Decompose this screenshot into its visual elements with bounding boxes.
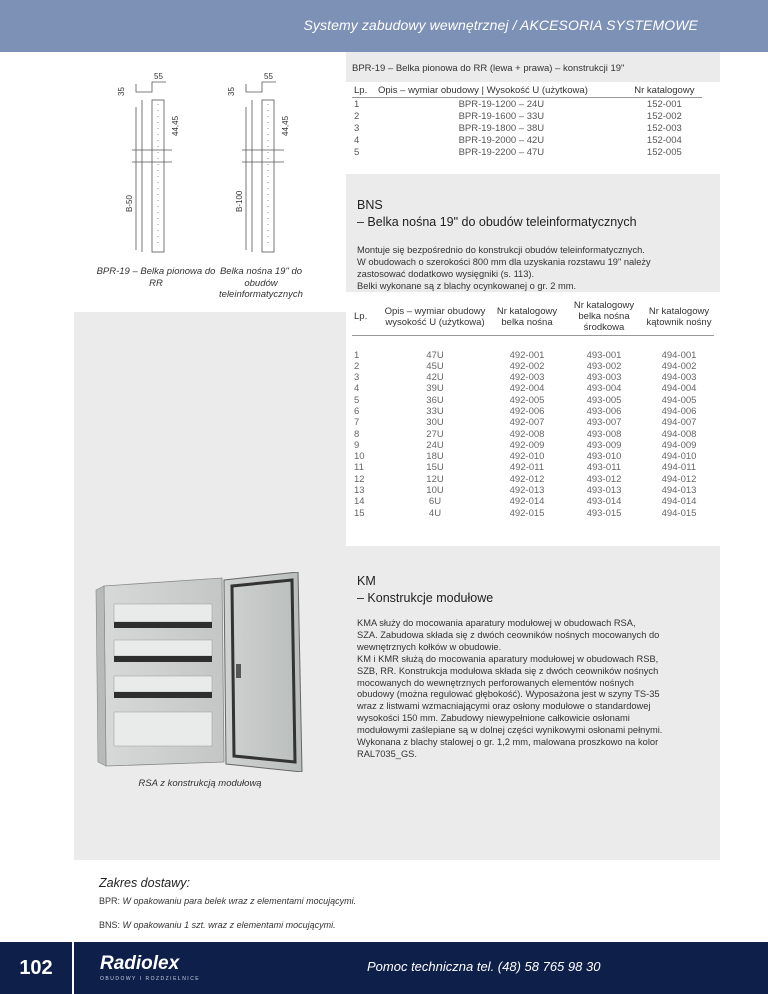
description-line: Belki wykonane są z blachy ocynkowanej o gr. 2 mm. bbox=[357, 280, 577, 291]
bns-table-row bbox=[352, 406, 714, 417]
logo-tagline: OBUDOWY I ROZDZIELNICE bbox=[100, 976, 201, 982]
technical-support-phone: Pomoc techniczna tel. (48) 58 765 98 30 bbox=[367, 959, 601, 974]
bpr-cell: 152-001 bbox=[646, 98, 682, 110]
bns-cell: 494-007 bbox=[661, 417, 697, 429]
bns-cell: 493-012 bbox=[586, 473, 622, 485]
bns-table-row bbox=[352, 429, 714, 440]
bns-cell: 494-006 bbox=[661, 405, 697, 417]
bns-cell: 493-006 bbox=[586, 405, 622, 417]
bpr-drawing-caption: BPR-19 – Belka pionowa do RR bbox=[96, 266, 216, 289]
bpr-cell: 152-003 bbox=[646, 122, 682, 134]
bns-drawing-caption: Belka nośna 19" do obudów teleinformatycznych bbox=[219, 266, 303, 300]
bpr-cell: BPR-19-2200 – 47U bbox=[458, 146, 545, 158]
rsa-image-caption: RSA z konstrukcją modułową bbox=[138, 778, 262, 789]
description-line: RAL7035_GS. bbox=[357, 748, 417, 759]
bns-title bbox=[357, 197, 637, 231]
bns-cell: 492-008 bbox=[509, 428, 545, 440]
delivery-bns-text: W opakowaniu 1 szt. wraz z elementami mocującymi. bbox=[122, 920, 336, 930]
bns-cell: 493-009 bbox=[586, 439, 622, 451]
bns-cell: 12 bbox=[354, 473, 365, 485]
bns-cell: 5 bbox=[354, 394, 360, 406]
delivery-title: Zakres dostawy: bbox=[99, 876, 191, 890]
bpr-col-cat: Nr katalogowy bbox=[627, 84, 702, 98]
description-line: wraz z listwami wzmacniającymi oraz osłony modułowe o standardowej bbox=[357, 701, 651, 712]
header-band bbox=[0, 0, 768, 52]
bns-cell: 47U bbox=[426, 349, 444, 361]
bns-cell: 2 bbox=[354, 360, 360, 372]
km-title-line2: – Konstrukcje modułowe bbox=[357, 591, 494, 605]
bns-col-beam: Nr katalogowy belka nośna bbox=[496, 305, 558, 328]
bns-cell: 492-015 bbox=[509, 507, 545, 519]
description-line: wysokości 150 mm. Zabudowy niewypełnione całkowicie osłonami bbox=[357, 713, 630, 724]
bns-cell: 492-005 bbox=[509, 394, 545, 406]
right-margin bbox=[720, 52, 768, 942]
radiolex-logo: Radiolex bbox=[100, 953, 180, 974]
bns-cell: 494-014 bbox=[661, 496, 697, 508]
spacer bbox=[346, 174, 720, 190]
bns-table-row bbox=[352, 508, 714, 519]
bns-cell: 494-012 bbox=[661, 473, 697, 485]
bns-cell: 494-013 bbox=[661, 485, 697, 497]
bns-cell: 12U bbox=[426, 473, 444, 485]
rsa-cabinet-image bbox=[92, 572, 332, 772]
left-dim-side: 35 bbox=[117, 87, 126, 96]
bns-cell: 493-004 bbox=[586, 383, 622, 395]
description-line: wewnętrznych kołków w obudowie. bbox=[357, 641, 502, 652]
bns-cell: 494-003 bbox=[661, 372, 697, 384]
bpr-col-desc: Opis – wymiar obudowy | Wysokość U (użytkowa) bbox=[376, 84, 627, 98]
bns-cell: 492-001 bbox=[509, 349, 545, 361]
bns-cell: 27U bbox=[426, 428, 444, 440]
bpr-cell: 152-004 bbox=[646, 134, 682, 146]
description-line: Montuje się bezpośrednio do konstrukcji obudów teleinformatycznych. bbox=[357, 245, 645, 255]
bpr-table-row bbox=[352, 146, 702, 158]
bns-cell: 492-011 bbox=[509, 462, 545, 474]
km-description bbox=[357, 618, 707, 761]
bpr-table-row bbox=[352, 134, 702, 146]
bns-cell: 493-014 bbox=[586, 496, 622, 508]
bns-cell: 492-003 bbox=[509, 372, 545, 384]
description-line: KMA służy do mocowania aparatury modułowej w obudowach RSA, bbox=[357, 618, 636, 628]
bns-cell: 4U bbox=[428, 507, 442, 519]
bns-cell: 18U bbox=[426, 451, 444, 463]
bpr-cell: BPR-19-2000 – 42U bbox=[458, 134, 545, 146]
bns-cell: 493-013 bbox=[586, 485, 622, 497]
bpr-cell: 152-005 bbox=[646, 146, 682, 158]
bns-cell: 492-012 bbox=[509, 473, 545, 485]
bns-table-row bbox=[352, 440, 714, 451]
bns-cell: 14 bbox=[354, 496, 365, 508]
bns-cell: 30U bbox=[426, 417, 444, 429]
bns-cell: 493-011 bbox=[586, 462, 622, 474]
bpr-table bbox=[352, 84, 702, 158]
left-margin bbox=[0, 52, 74, 942]
left-dim-pitch: 44,45 bbox=[171, 115, 180, 136]
bns-cell: 493-003 bbox=[586, 372, 622, 384]
description-line: mocowanych do wewnętrznych perforowanych elementów nośnych bbox=[357, 677, 634, 688]
description-line: W obudowach o szerokości 800 mm dla uzyskania rozstawu 19" należy bbox=[357, 256, 651, 267]
bns-cell: 11 bbox=[354, 462, 364, 474]
bns-cell: 493-010 bbox=[586, 451, 622, 463]
bns-cell: 494-004 bbox=[661, 383, 697, 395]
left-dim-length: B-50 bbox=[125, 195, 134, 212]
bns-cell: 494-005 bbox=[661, 394, 697, 406]
bns-cell: 494-011 bbox=[661, 462, 697, 474]
left-dim-top: 55 bbox=[154, 72, 163, 81]
right-dim-pitch: 44,45 bbox=[281, 115, 290, 136]
bns-table-row bbox=[352, 361, 714, 372]
delivery-bpr-label: BPR: bbox=[99, 896, 121, 906]
bns-cell: 36U bbox=[426, 394, 444, 406]
bns-col-lp: Lp. bbox=[354, 311, 368, 322]
bns-cell: 39U bbox=[426, 383, 444, 395]
bns-cell: 492-007 bbox=[509, 417, 545, 429]
right-dim-top: 55 bbox=[264, 72, 273, 81]
km-title-line1: KM bbox=[357, 574, 376, 588]
description-line: zastosować dodatkowo wysięgniki (s. 113). bbox=[357, 268, 535, 279]
page-header-title: Systemy zabudowy wewnętrznej / AKCESORIA SYSTEMOWE bbox=[303, 17, 698, 33]
bpr-table-row bbox=[352, 122, 702, 134]
bns-cell: 494-010 bbox=[661, 451, 697, 463]
bpr-col-lp: Lp. bbox=[352, 84, 376, 98]
bns-table-row bbox=[352, 372, 714, 383]
page-number: 102 bbox=[0, 942, 74, 994]
bns-table-row bbox=[352, 462, 714, 473]
bns-cell: 493-001 bbox=[586, 349, 622, 361]
bns-cell: 493-015 bbox=[586, 507, 622, 519]
bns-cell: 42U bbox=[426, 372, 444, 384]
bns-table-row bbox=[352, 395, 714, 406]
bns-col-desc: Opis – wymiar obudowy wysokość U (użytkowa) bbox=[384, 305, 486, 328]
bns-cell: 493-005 bbox=[586, 394, 622, 406]
bns-cell: 494-008 bbox=[661, 428, 697, 440]
description-line: Wykonana z blachy stalowej o gr. 1,2 mm, malowana proszkowo na kolor bbox=[357, 737, 659, 748]
bns-cell: 494-015 bbox=[661, 507, 697, 519]
bns-cell: 24U bbox=[426, 439, 444, 451]
bpr-cell: BPR-19-1800 – 38U bbox=[458, 122, 545, 134]
bns-cell: 492-004 bbox=[509, 383, 545, 395]
description-line: SZB, RR. Konstrukcja modułowa składa się z dwóch ceowników nośnych bbox=[357, 665, 659, 676]
bns-cell: 492-010 bbox=[509, 451, 545, 463]
bns-cell: 492-009 bbox=[509, 439, 545, 451]
bns-cell: 15 bbox=[354, 507, 365, 519]
bns-cell: 4 bbox=[354, 383, 360, 395]
bpr-cell: BPR-19-1200 – 24U bbox=[458, 98, 545, 110]
delivery-bns-label: BNS: bbox=[99, 920, 121, 930]
right-dim-side: 35 bbox=[227, 87, 236, 96]
bns-table-row bbox=[352, 383, 714, 394]
bns-cell: 493-008 bbox=[586, 428, 622, 440]
bns-cell: 493-007 bbox=[586, 417, 622, 429]
bns-cell: 492-013 bbox=[509, 485, 545, 497]
bns-table-row bbox=[352, 417, 714, 428]
bns-table bbox=[352, 298, 714, 519]
bns-description bbox=[357, 245, 697, 293]
km-title bbox=[357, 573, 493, 607]
bns-table-row bbox=[352, 474, 714, 485]
bns-cell: 6U bbox=[428, 496, 442, 508]
bns-cell: 494-002 bbox=[661, 360, 697, 372]
bpr-cell: 2 bbox=[354, 110, 360, 122]
description-line: KM i KMR służą do mocowania aparatury modułowej w obudowach RSB, bbox=[357, 653, 659, 664]
delivery-bns bbox=[99, 920, 336, 930]
delivery-bpr-text: W opakowaniu para belek wraz z elementami mocującymi. bbox=[122, 896, 357, 906]
bns-col-middle: Nr katalogowy belka nośna środkowa bbox=[573, 300, 635, 333]
bpr-cell: 5 bbox=[354, 146, 360, 158]
bpr-table-row bbox=[352, 110, 702, 122]
bns-cell: 13 bbox=[354, 485, 365, 497]
bpr-cell: BPR-19-1600 – 33U bbox=[458, 110, 545, 122]
bns-cell: 492-002 bbox=[509, 360, 545, 372]
bns-cell: 8 bbox=[354, 428, 360, 440]
bns-table-row bbox=[352, 496, 714, 507]
bns-cell: 33U bbox=[426, 405, 444, 417]
bns-cell: 45U bbox=[426, 360, 444, 372]
bpr-cell: 152-002 bbox=[646, 110, 682, 122]
bpr-heading: BPR-19 – Belka pionowa do RR (lewa + prawa) – konstrukcji 19" bbox=[352, 63, 625, 74]
bns-title-line2: – Belka nośna 19" do obudów teleinformatycznych bbox=[357, 215, 637, 229]
bns-table-row bbox=[352, 485, 714, 496]
bns-cell: 492-006 bbox=[509, 405, 545, 417]
bns-cell: 492-014 bbox=[509, 496, 545, 508]
bpr-table-row bbox=[352, 98, 702, 111]
bns-cell: 494-009 bbox=[661, 439, 697, 451]
description-line: modułowymi zaślepiane są w dolnej części wynikowymi osłonami pełnymi. bbox=[357, 725, 663, 736]
bns-cell: 3 bbox=[354, 372, 360, 384]
delivery-bpr bbox=[99, 896, 356, 906]
bns-cell: 1 bbox=[354, 349, 360, 361]
bns-title-line1: BNS bbox=[357, 198, 383, 212]
bpr-cell: 3 bbox=[354, 122, 360, 134]
right-dim-length: B-100 bbox=[235, 190, 244, 212]
description-line: obudowy (można regulować głębokość). Wyposażona jest w szyny TS-35 bbox=[357, 689, 660, 700]
bns-cell: 10 bbox=[354, 451, 365, 463]
bns-cell: 9 bbox=[354, 439, 360, 451]
bns-cell: 493-002 bbox=[586, 360, 622, 372]
bpr-cell: 1 bbox=[354, 98, 360, 110]
description-line: SZA. Zabudowa składa się z dwóch ceowników nośnych mocowanych do bbox=[357, 629, 660, 640]
cabinet-door bbox=[224, 572, 302, 772]
bns-table-row bbox=[352, 451, 714, 462]
bns-cell: 15U bbox=[426, 462, 444, 474]
bns-cell: 494-001 bbox=[661, 349, 697, 361]
bns-cell: 10U bbox=[426, 485, 444, 497]
bns-col-angle: Nr katalogowy kątownik nośny bbox=[646, 305, 712, 328]
bns-cell: 7 bbox=[354, 417, 360, 429]
bns-table-row bbox=[352, 350, 714, 361]
bns-cell: 6 bbox=[354, 405, 360, 417]
bpr-cell: 4 bbox=[354, 134, 360, 146]
